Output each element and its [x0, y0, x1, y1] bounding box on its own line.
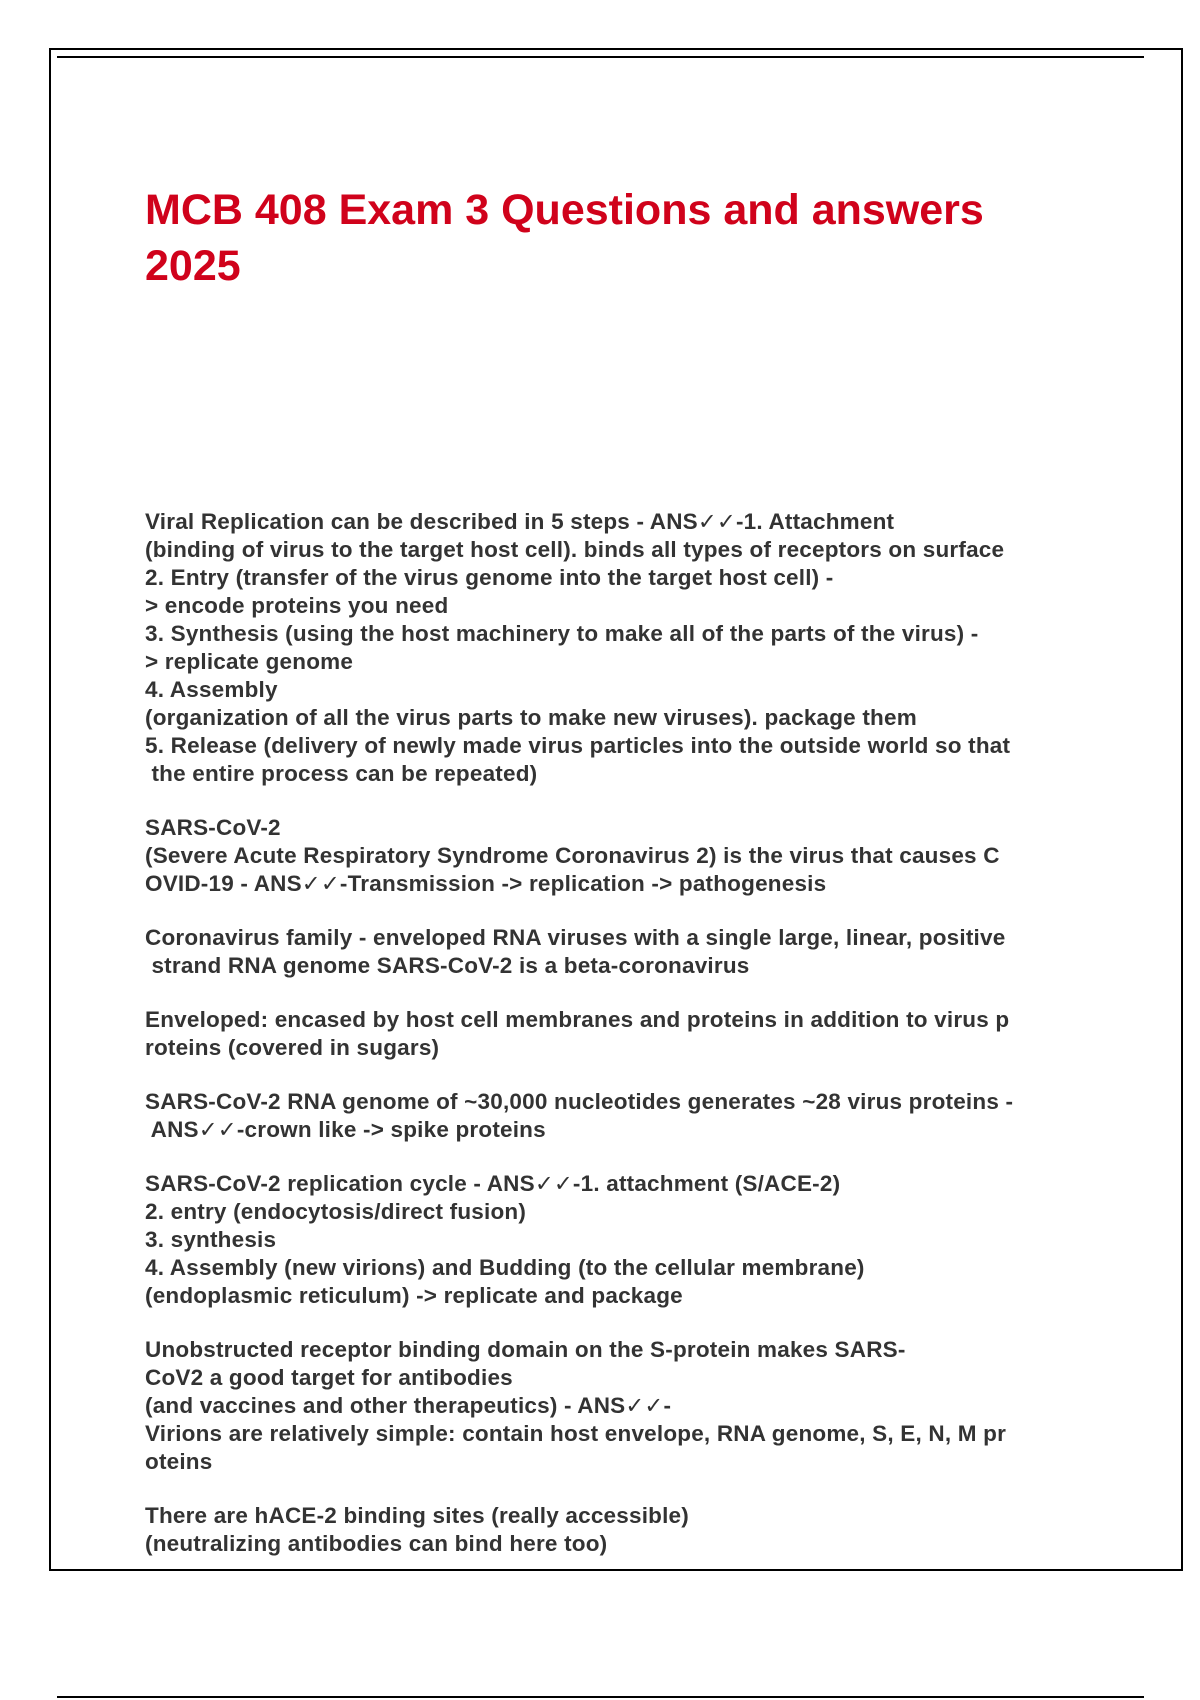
qa-line: (endoplasmic reticulum) -> replicate and package [145, 1283, 683, 1308]
qa-content [145, 508, 1105, 1584]
qa-line: 2. Entry (transfer of the virus genome into the target host cell) - [145, 565, 834, 590]
qa-line: 3. synthesis [145, 1227, 277, 1252]
top-rule [57, 56, 1144, 58]
title-line-2: 2025 [145, 242, 241, 290]
qa-line: > replicate genome [145, 649, 354, 674]
qa-line: (neutralizing antibodies can bind here too) [145, 1531, 608, 1556]
qa-block [145, 1336, 1105, 1476]
qa-line: Coronavirus family - enveloped RNA viruses with a single large, linear, positive [145, 925, 1006, 950]
qa-line: 4. Assembly [145, 677, 278, 702]
qa-block [145, 1170, 1105, 1310]
qa-line: > encode proteins you need [145, 593, 449, 618]
qa-line: Enveloped: encased by host cell membranes and proteins in addition to virus p [145, 1007, 1010, 1032]
qa-line: Unobstructed receptor binding domain on the S-protein makes SARS- [145, 1337, 906, 1362]
qa-line: (binding of virus to the target host cell). binds all types of receptors on surface [145, 537, 1005, 562]
qa-line: the entire process can be repeated) [145, 761, 538, 786]
qa-line: strand RNA genome SARS-CoV-2 is a beta-coronavirus [145, 953, 750, 978]
qa-line: SARS-CoV-2 RNA genome of ~30,000 nucleotides generates ~28 virus proteins - [145, 1089, 1014, 1114]
qa-line: roteins (covered in sugars) [145, 1035, 440, 1060]
qa-block [145, 1006, 1105, 1062]
qa-line: 3. Synthesis (using the host machinery to make all of the parts of the virus) - [145, 621, 979, 646]
qa-block [145, 924, 1105, 980]
qa-block [145, 1088, 1105, 1144]
qa-line: (organization of all the virus parts to make new viruses). package them [145, 705, 917, 730]
qa-block [145, 1502, 1105, 1558]
qa-line: Viral Replication can be described in 5 steps - ANS✓✓-1. Attachment [145, 509, 895, 534]
qa-line: CoV2 a good target for antibodies [145, 1365, 513, 1390]
qa-block [145, 814, 1105, 898]
bottom-rule [57, 1696, 1144, 1698]
qa-line: Virions are relatively simple: contain host envelope, RNA genome, S, E, N, M pr [145, 1421, 1007, 1446]
qa-line: SARS-CoV-2 replication cycle - ANS✓✓-1. attachment (S/ACE-2) [145, 1171, 841, 1196]
qa-line: SARS-CoV-2 [145, 815, 281, 840]
qa-line: ANS✓✓-crown like -> spike proteins [145, 1117, 546, 1142]
qa-line: 5. Release (delivery of newly made virus particles into the outside world so that [145, 733, 1011, 758]
qa-line: OVID-19 - ANS✓✓-Transmission -> replication -> pathogenesis [145, 871, 827, 896]
document-title [145, 182, 1105, 294]
qa-line: 2. entry (endocytosis/direct fusion) [145, 1199, 527, 1224]
qa-line: (Severe Acute Respiratory Syndrome Coronavirus 2) is the virus that causes C [145, 843, 1000, 868]
qa-line: (and vaccines and other therapeutics) - ANS✓✓- [145, 1393, 672, 1418]
title-line-1: MCB 408 Exam 3 Questions and answers [145, 186, 984, 234]
qa-line: 4. Assembly (new virions) and Budding (to the cellular membrane) [145, 1255, 865, 1280]
qa-block [145, 508, 1105, 788]
qa-line: There are hACE-2 binding sites (really accessible) [145, 1503, 689, 1528]
qa-line: oteins [145, 1449, 213, 1474]
